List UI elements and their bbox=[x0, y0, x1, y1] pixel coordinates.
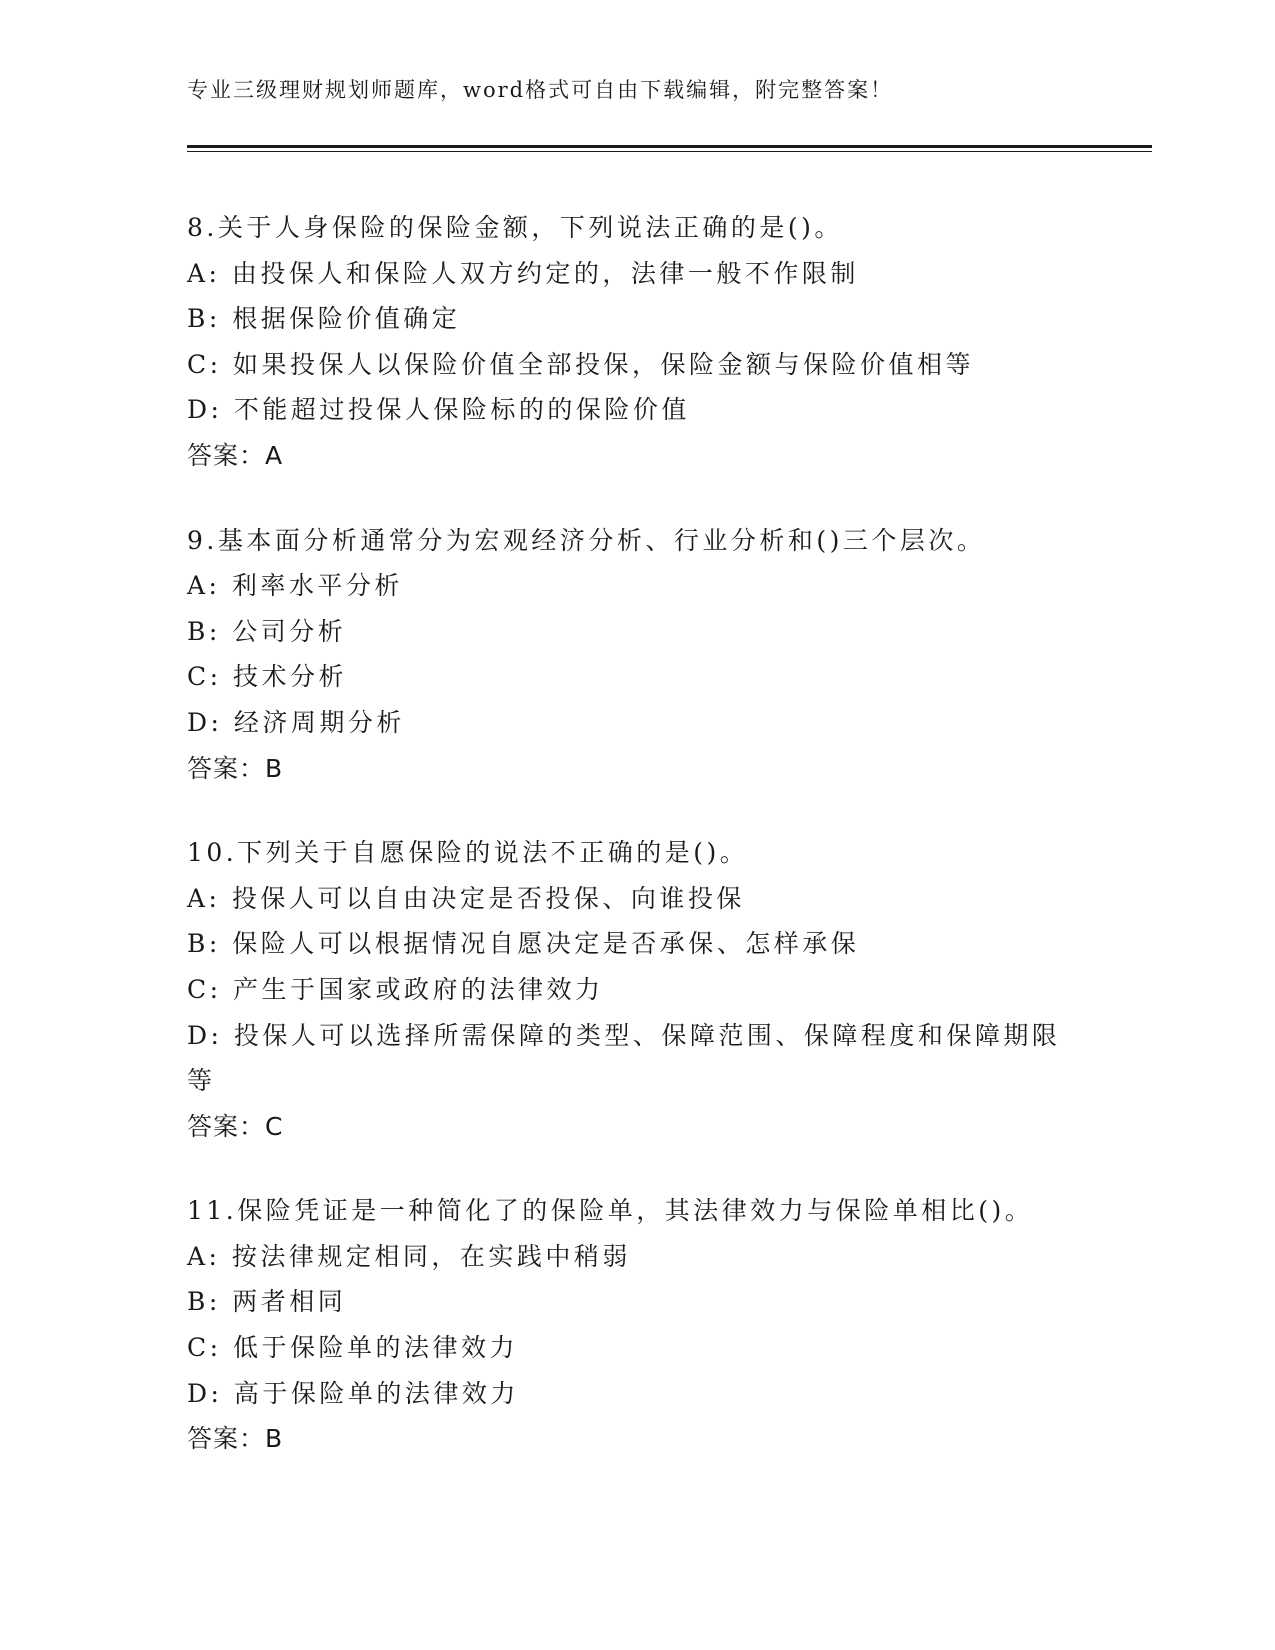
answer: 答案：B bbox=[187, 1424, 284, 1454]
option-d: D: 投保人可以选择所需保障的类型、保障范围、保障程度和保障期限等 bbox=[187, 1020, 1061, 1096]
question-stem: 8.关于人身保险的保险金额，下列说法正确的是()。 bbox=[187, 213, 843, 242]
question-stem: 11.保险凭证是一种简化了的保险单，其法律效力与保险单相比()。 bbox=[187, 1196, 1034, 1226]
answer: 答案：A bbox=[187, 440, 284, 470]
option-b: B: 公司分析 bbox=[187, 616, 347, 646]
option-a: A: 由投保人和保险人双方约定的，法律一般不作限制 bbox=[187, 258, 859, 288]
question-list bbox=[187, 205, 1087, 1501]
question-8 bbox=[187, 205, 1087, 479]
header-divider-thick bbox=[187, 145, 1152, 148]
option-d: D: 不能超过投保人保险标的的保险价值 bbox=[187, 395, 690, 425]
question-stem: 9.基本面分析通常分为宏观经济分析、行业分析和()三个层次。 bbox=[187, 525, 986, 555]
header-divider-thin bbox=[187, 151, 1152, 152]
option-b: B: 两者相同 bbox=[187, 1287, 347, 1317]
question-10 bbox=[187, 830, 1087, 1149]
option-c: C: 低于保险单的法律效力 bbox=[187, 1333, 518, 1363]
answer: 答案：C bbox=[187, 1111, 284, 1141]
option-c: C: 产生于国家或政府的法律效力 bbox=[187, 974, 604, 1004]
page-header: 专业三级理财规划师题库，word格式可自由下载编辑，附完整答案！ bbox=[187, 78, 894, 102]
option-a: A: 按法律规定相同，在实践中稍弱 bbox=[187, 1241, 631, 1271]
question-9 bbox=[187, 518, 1087, 792]
question-stem: 10.下列关于自愿保险的说法不正确的是()。 bbox=[187, 838, 749, 868]
option-a: A: 投保人可以自由决定是否投保、向谁投保 bbox=[187, 883, 745, 913]
option-c: C: 如果投保人以保险价值全部投保，保险金额与保险价值相等 bbox=[187, 349, 975, 379]
option-d: D: 经济周期分析 bbox=[187, 707, 405, 737]
option-d: D: 高于保险单的法律效力 bbox=[187, 1378, 519, 1408]
option-a: A: 利率水平分析 bbox=[187, 571, 403, 601]
option-c: C: 技术分析 bbox=[187, 662, 347, 692]
option-b: B: 根据保险价值确定 bbox=[187, 304, 461, 334]
question-11 bbox=[187, 1188, 1087, 1462]
option-b: B: 保险人可以根据情况自愿决定是否承保、怎样承保 bbox=[187, 929, 860, 959]
answer: 答案：B bbox=[187, 753, 284, 783]
